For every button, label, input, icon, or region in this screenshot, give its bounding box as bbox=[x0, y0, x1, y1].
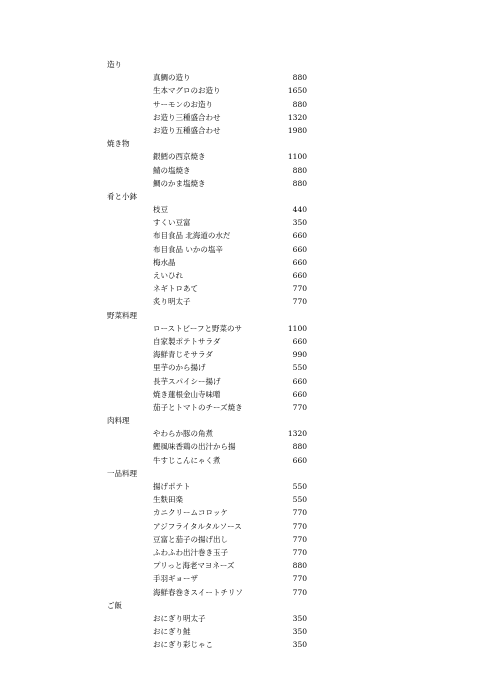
menu-item-price: 770 bbox=[292, 587, 307, 597]
menu-item-price: 660 bbox=[292, 271, 307, 280]
menu-item-row bbox=[0, 256, 495, 269]
menu-item-name: 里芋のから揚げ bbox=[153, 363, 206, 373]
menu-item-name: 焼き蓮根金山寺味噌 bbox=[153, 389, 221, 399]
menu-item-name: 豆富と茄子の揚げ出し bbox=[153, 534, 228, 544]
menu-item-row bbox=[0, 111, 495, 124]
menu-item-row bbox=[0, 440, 495, 453]
menu-item-row bbox=[0, 480, 495, 493]
menu-item-price: 880 bbox=[292, 73, 307, 83]
menu-item-row bbox=[0, 150, 495, 163]
menu-item-row bbox=[0, 71, 495, 84]
menu-item-price: 880 bbox=[292, 442, 307, 452]
menu-item-price: 660 bbox=[292, 231, 307, 241]
menu-item-row bbox=[0, 98, 495, 111]
menu-item-name: 海鮮春巻きスイートチリソ bbox=[153, 587, 243, 597]
menu-item-price: 1100 bbox=[287, 152, 307, 162]
menu-item-row bbox=[0, 375, 495, 388]
menu-item-row bbox=[0, 177, 495, 190]
menu-item-price: 550 bbox=[292, 363, 307, 373]
menu-item-price: 770 bbox=[292, 534, 307, 544]
menu-item-name: カニクリームコロッケ bbox=[153, 508, 228, 518]
menu-item-row bbox=[0, 269, 495, 282]
section-heading: 焼き物 bbox=[107, 139, 130, 149]
menu-item-name: すくい豆富 bbox=[153, 218, 191, 228]
menu-item-row bbox=[0, 164, 495, 177]
menu-item-price: 1320 bbox=[287, 112, 307, 122]
menu-item-row bbox=[0, 229, 495, 242]
menu-item-price: 770 bbox=[292, 402, 307, 412]
menu-item-name: 梅水晶 bbox=[153, 257, 176, 267]
menu-item-row bbox=[0, 348, 495, 361]
menu-item-price: 660 bbox=[292, 244, 307, 254]
menu-item-row bbox=[0, 586, 495, 599]
menu-item-price: 770 bbox=[292, 574, 307, 584]
menu-item-row bbox=[0, 546, 495, 559]
menu-item-price: 770 bbox=[292, 547, 307, 557]
menu-item-price: 770 bbox=[292, 521, 307, 531]
menu-item-name: 海鮮青じそサラダ bbox=[153, 350, 213, 360]
menu-item-price: 880 bbox=[292, 178, 307, 188]
menu-item-row bbox=[0, 572, 495, 585]
menu-item-price: 350 bbox=[292, 640, 307, 650]
menu-item-name: 茄子とトマトのチーズ焼き bbox=[153, 402, 243, 412]
menu-item-price: 880 bbox=[292, 561, 307, 571]
menu-item-name: 枝豆 bbox=[153, 205, 168, 215]
menu-item-price: 1100 bbox=[287, 323, 307, 333]
menu-item-name: お造り五種盛合わせ bbox=[153, 125, 221, 135]
menu-item-name: 真鯛の造り bbox=[153, 73, 191, 83]
menu-item-name: おにぎり鮭 bbox=[153, 627, 191, 637]
menu-item-name: 長芋スパイシー揚げ bbox=[153, 376, 221, 386]
menu-item-name: 手羽ギョーザ bbox=[153, 574, 198, 584]
menu-item-price: 440 bbox=[292, 205, 307, 215]
menu-item-name: 自家製ポテトサラダ bbox=[153, 336, 221, 346]
menu-item-price: 350 bbox=[292, 613, 307, 623]
menu-item-row bbox=[0, 203, 495, 216]
menu-item-name: サーモンのお造り bbox=[153, 99, 213, 109]
menu-item-row bbox=[0, 124, 495, 137]
menu-item-row bbox=[0, 216, 495, 229]
menu-item-price: 660 bbox=[292, 336, 307, 346]
menu-item-price: 1320 bbox=[287, 429, 307, 439]
menu-item-row bbox=[0, 243, 495, 256]
menu-item-name: えいひれ bbox=[153, 271, 183, 280]
menu-item-name: おにぎり明太子 bbox=[153, 613, 206, 623]
menu-item-row bbox=[0, 638, 495, 651]
menu-list bbox=[0, 58, 495, 651]
menu-item-price: 660 bbox=[292, 376, 307, 386]
menu-item-row bbox=[0, 335, 495, 348]
menu-item-row bbox=[0, 322, 495, 335]
menu-item-name: おにぎり彩じゃこ bbox=[153, 640, 213, 650]
menu-item-name: 布目食品 いかの塩辛 bbox=[153, 244, 223, 254]
menu-item-price: 1980 bbox=[287, 125, 307, 135]
section-heading: 肴と小鉢 bbox=[107, 191, 137, 201]
section-heading: ご飯 bbox=[107, 600, 122, 610]
menu-item-price: 880 bbox=[292, 165, 307, 175]
menu-item-price: 1650 bbox=[287, 86, 307, 96]
menu-item-price: 660 bbox=[292, 455, 307, 465]
menu-item-name: 牛すじこんにゃく煮 bbox=[153, 455, 221, 465]
section-heading: 野菜料理 bbox=[107, 310, 137, 320]
menu-item-price: 660 bbox=[292, 257, 307, 267]
menu-item-price: 550 bbox=[292, 495, 307, 505]
menu-item-price: 550 bbox=[292, 482, 307, 491]
menu-item-name: 鯛のかま塩焼き bbox=[153, 178, 206, 188]
menu-item-name: アジフライタルタルソース bbox=[153, 521, 242, 531]
menu-item-name: 生麩田楽 bbox=[153, 495, 183, 505]
section-heading: 肉料理 bbox=[107, 416, 130, 426]
menu-item-row bbox=[0, 493, 495, 506]
menu-item-row bbox=[0, 427, 495, 440]
menu-item-row bbox=[0, 388, 495, 401]
menu-item-price: 770 bbox=[292, 508, 307, 518]
menu-item-row bbox=[0, 612, 495, 625]
menu-item-row bbox=[0, 84, 495, 97]
menu-item-name: プリっと海老マヨネーズ bbox=[153, 561, 235, 571]
menu-item-price: 660 bbox=[292, 389, 307, 399]
menu-item-price: 990 bbox=[292, 350, 307, 360]
menu-item-price: 770 bbox=[292, 284, 307, 294]
menu-item-name: 生本マグロのお造り bbox=[153, 86, 221, 96]
menu-item-row bbox=[0, 520, 495, 533]
menu-item-name: 鰹風味香鶏の出汁から揚 bbox=[153, 442, 236, 452]
menu-item-row bbox=[0, 559, 495, 572]
section-heading: 一品料理 bbox=[107, 468, 137, 478]
menu-item-row bbox=[0, 454, 495, 467]
menu-item-row bbox=[0, 533, 495, 546]
menu-item-name: やわらか豚の角煮 bbox=[153, 429, 213, 439]
menu-item-row bbox=[0, 282, 495, 295]
menu-item-name: ふわふわ出汁巻き玉子 bbox=[153, 547, 228, 557]
menu-item-name: ローストビーフと野菜のサ bbox=[153, 323, 242, 333]
menu-item-price: 770 bbox=[292, 297, 307, 307]
menu-item-name: 布目食品 北海道の水だ bbox=[153, 231, 231, 241]
menu-item-row bbox=[0, 361, 495, 374]
menu-item-price: 350 bbox=[292, 218, 307, 228]
menu-item-name: お造り三種盛合わせ bbox=[153, 112, 221, 122]
menu-item-name: ネギトロあて bbox=[153, 284, 198, 294]
menu-item-name: 鯖の塩焼き bbox=[153, 165, 191, 175]
menu-item-name: 炙り明太子 bbox=[153, 297, 191, 307]
menu-item-row bbox=[0, 506, 495, 519]
menu-item-price: 350 bbox=[292, 627, 307, 637]
menu-item-name: 揚げポテト bbox=[153, 482, 191, 491]
menu-item-row bbox=[0, 295, 495, 308]
section-heading: 造り bbox=[107, 60, 122, 69]
menu-item-name: 銀鱈の西京焼き bbox=[153, 152, 206, 162]
menu-item-price: 880 bbox=[292, 99, 307, 109]
menu-item-row bbox=[0, 401, 495, 414]
menu-item-row bbox=[0, 625, 495, 638]
